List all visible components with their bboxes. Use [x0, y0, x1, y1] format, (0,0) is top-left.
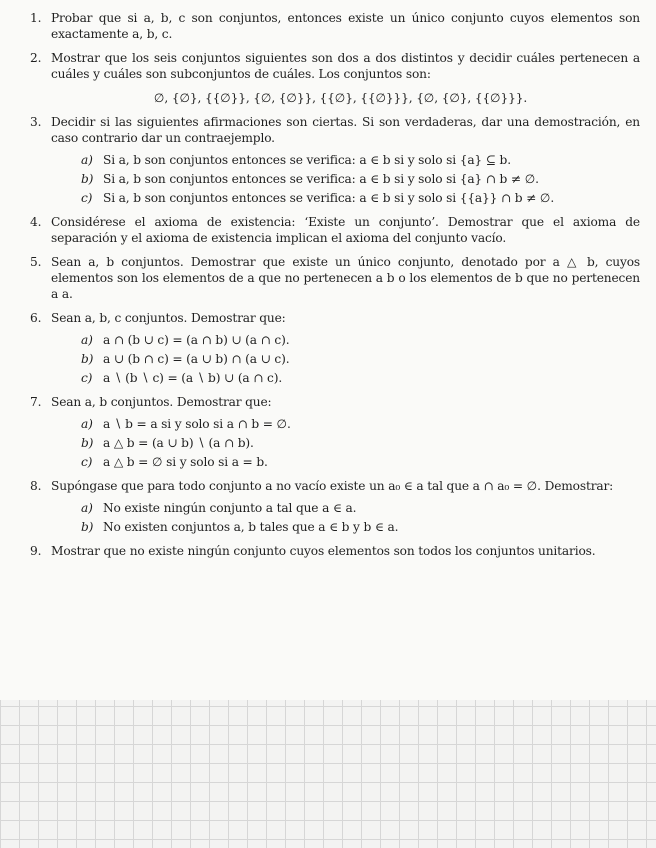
sub-item-text: No existe ningún conjunto a tal que a ∈ a.	[103, 501, 357, 515]
exercise-8	[30, 478, 640, 535]
exercise-text: Considérese el axioma de existencia: ‘Existe un conjunto’. Demostrar que el axioma de separación y el axioma de existencia implican el axioma del conjunto vacío.	[51, 215, 640, 245]
sub-item-text: a △ b = ∅ si y solo si a = b.	[103, 455, 268, 469]
exercise-number: 8.	[30, 479, 42, 493]
exercise-list	[30, 10, 640, 567]
sub-item-label: b)	[81, 172, 94, 186]
sub-item	[81, 332, 640, 348]
sub-item-label: b)	[81, 520, 94, 534]
sub-item-label: a)	[81, 501, 93, 515]
exercise-4	[30, 214, 640, 246]
sub-item-list	[51, 416, 640, 470]
sub-item-text: Si a, b son conjuntos entonces se verifica: a ∈ b si y solo si {a} ⊆ b.	[103, 153, 511, 167]
sub-item	[81, 370, 640, 386]
exercise-number: 5.	[30, 255, 42, 269]
exercise-text: Mostrar que no existe ningún conjunto cuyos elementos son todos los conjuntos unitarios.	[51, 544, 596, 558]
exercise-1	[30, 10, 640, 42]
sub-item	[81, 171, 640, 187]
exercise-text: Supóngase que para todo conjunto a no vacío existe un a₀ ∈ a tal que a ∩ a₀ = ∅. Demostrar:	[51, 479, 614, 493]
exercise-number: 2.	[30, 51, 42, 65]
exercise-number: 7.	[30, 395, 42, 409]
sub-item-label: c)	[81, 191, 93, 205]
sub-item-label: c)	[81, 455, 93, 469]
sub-item-text: Si a, b son conjuntos entonces se verifica: a ∈ b si y solo si {{a}} ∩ b ≠ ∅.	[103, 191, 555, 205]
exercise-number: 9.	[30, 544, 42, 558]
sub-item	[81, 190, 640, 206]
set-list: ∅, {∅}, {{∅}}, {∅, {∅}}, {{∅}, {{∅}}}, {∅, {∅}, {{∅}}}.	[153, 91, 528, 105]
exercise-3	[30, 114, 640, 206]
sub-item	[81, 454, 640, 470]
exercise-text: Decidir si las siguientes afirmaciones son ciertas. Si son verdaderas, dar una demostración, en caso contrario dar un contraejemplo.	[51, 115, 640, 145]
sub-item-text: a ∪ (b ∩ c) = (a ∪ b) ∩ (a ∪ c).	[103, 352, 290, 366]
sub-item-text: No existen conjuntos a, b tales que a ∈ b y b ∈ a.	[103, 520, 399, 534]
sub-item-label: a)	[81, 153, 93, 167]
sub-item-text: a ∖ b = a si y solo si a ∩ b = ∅.	[103, 417, 291, 431]
exercise-number: 1.	[30, 11, 42, 25]
sub-item	[81, 416, 640, 432]
sub-item	[81, 519, 640, 535]
exercise-2	[30, 50, 640, 106]
sub-item	[81, 351, 640, 367]
exercise-text: Sean a, b conjuntos. Demostrar que existe un único conjunto, denotado por a △ b, cuyos elementos son los elementos de a que no pertenecen a b o los elementos de b que no pertenecen a a.	[51, 255, 640, 301]
sub-item-label: b)	[81, 436, 94, 450]
sub-item-label: a)	[81, 333, 93, 347]
sub-item	[81, 435, 640, 451]
exercise-text: Sean a, b conjuntos. Demostrar que:	[51, 395, 272, 409]
sub-item-list	[51, 152, 640, 206]
exercise-number: 3.	[30, 115, 42, 129]
sub-item-text: a ∩ (b ∪ c) = (a ∩ b) ∪ (a ∩ c).	[103, 333, 290, 347]
exercise-7	[30, 394, 640, 470]
sub-item-text: a △ b = (a ∪ b) ∖ (a ∩ b).	[103, 436, 254, 450]
exercise-6	[30, 310, 640, 386]
exercise-5	[30, 254, 640, 302]
exercise-number: 6.	[30, 311, 42, 325]
sub-item	[81, 500, 640, 516]
grid-paper-background	[0, 700, 656, 848]
exercise-text: Sean a, b, c conjuntos. Demostrar que:	[51, 311, 286, 325]
exercise-number: 4.	[30, 215, 42, 229]
sub-item-text: Si a, b son conjuntos entonces se verifica: a ∈ b si y solo si {a} ∩ b ≠ ∅.	[103, 172, 539, 186]
sub-item-label: a)	[81, 417, 93, 431]
sub-item-label: b)	[81, 352, 94, 366]
exercise-text: Mostrar que los seis conjuntos siguientes son dos a dos distintos y decidir cuáles pertenecen a cuáles y cuáles son subconjuntos de cuáles. Los conjuntos son:	[51, 51, 640, 81]
exercise-9	[30, 543, 640, 559]
sub-item-label: c)	[81, 371, 93, 385]
exercise-text: Probar que si a, b, c son conjuntos, entonces existe un único conjunto cuyos elementos son exactamente a, b, c.	[51, 11, 640, 41]
sub-item-text: a ∖ (b ∖ c) = (a ∖ b) ∪ (a ∩ c).	[103, 371, 283, 385]
sub-item-list	[51, 332, 640, 386]
sub-item-list	[51, 500, 640, 535]
sub-item	[81, 152, 640, 168]
